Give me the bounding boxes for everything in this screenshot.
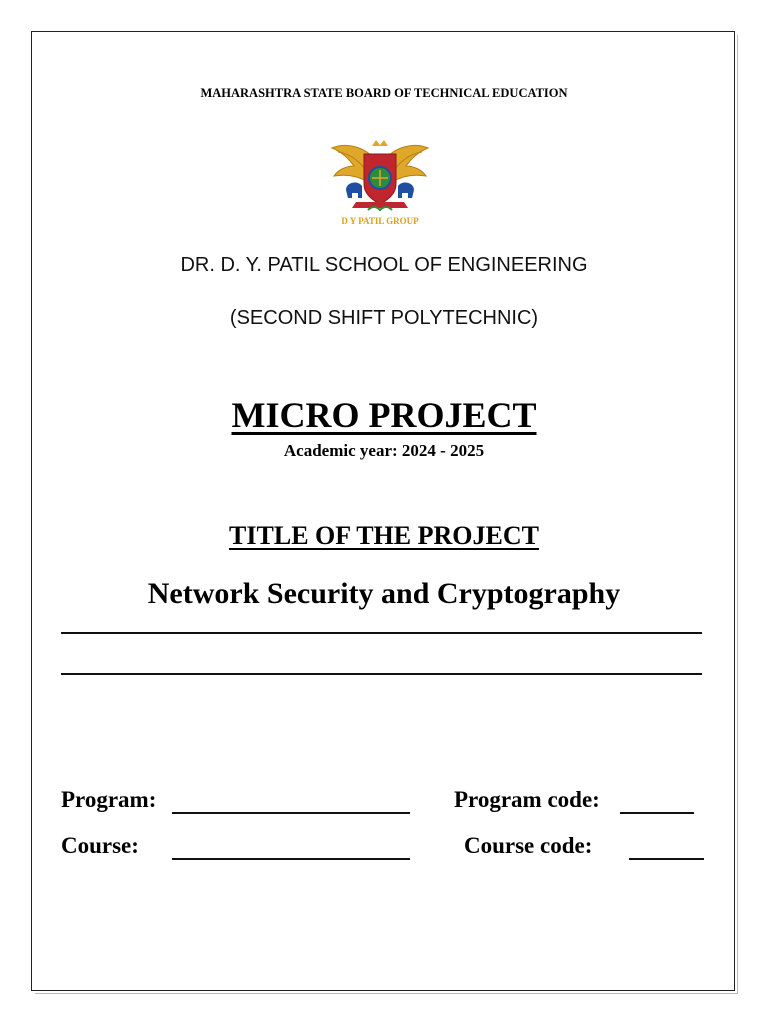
course-label: Course: — [61, 833, 139, 858]
course-code-label: Course code: — [464, 833, 593, 858]
board-name: MAHARASHTRA STATE BOARD OF TECHNICAL EDUCATION — [200, 86, 568, 100]
program-blank — [172, 812, 410, 814]
program-label: Program: — [61, 787, 157, 812]
school-shift: (SECOND SHIFT POLYTECHNIC) — [229, 307, 539, 329]
project-title-heading: TITLE OF THE PROJECT — [229, 521, 539, 550]
micro-project-heading: MICRO PROJECT — [231, 395, 537, 435]
program-code-blank — [620, 812, 694, 814]
svg-text:D Y PATIL GROUP: D Y PATIL GROUP — [341, 216, 419, 226]
project-title: Network Security and Cryptography — [147, 577, 621, 610]
title-blank-line-2 — [61, 673, 702, 675]
program-code-label: Program code: — [454, 787, 600, 812]
course-code-blank — [629, 858, 704, 860]
school-name: DR. D. Y. PATIL SCHOOL OF ENGINEERING — [180, 254, 588, 276]
title-blank-line-1 — [61, 632, 702, 634]
dy-patil-logo — [328, 136, 432, 228]
course-blank — [172, 858, 410, 860]
academic-year: Academic year: 2024 - 2025 — [283, 441, 485, 460]
